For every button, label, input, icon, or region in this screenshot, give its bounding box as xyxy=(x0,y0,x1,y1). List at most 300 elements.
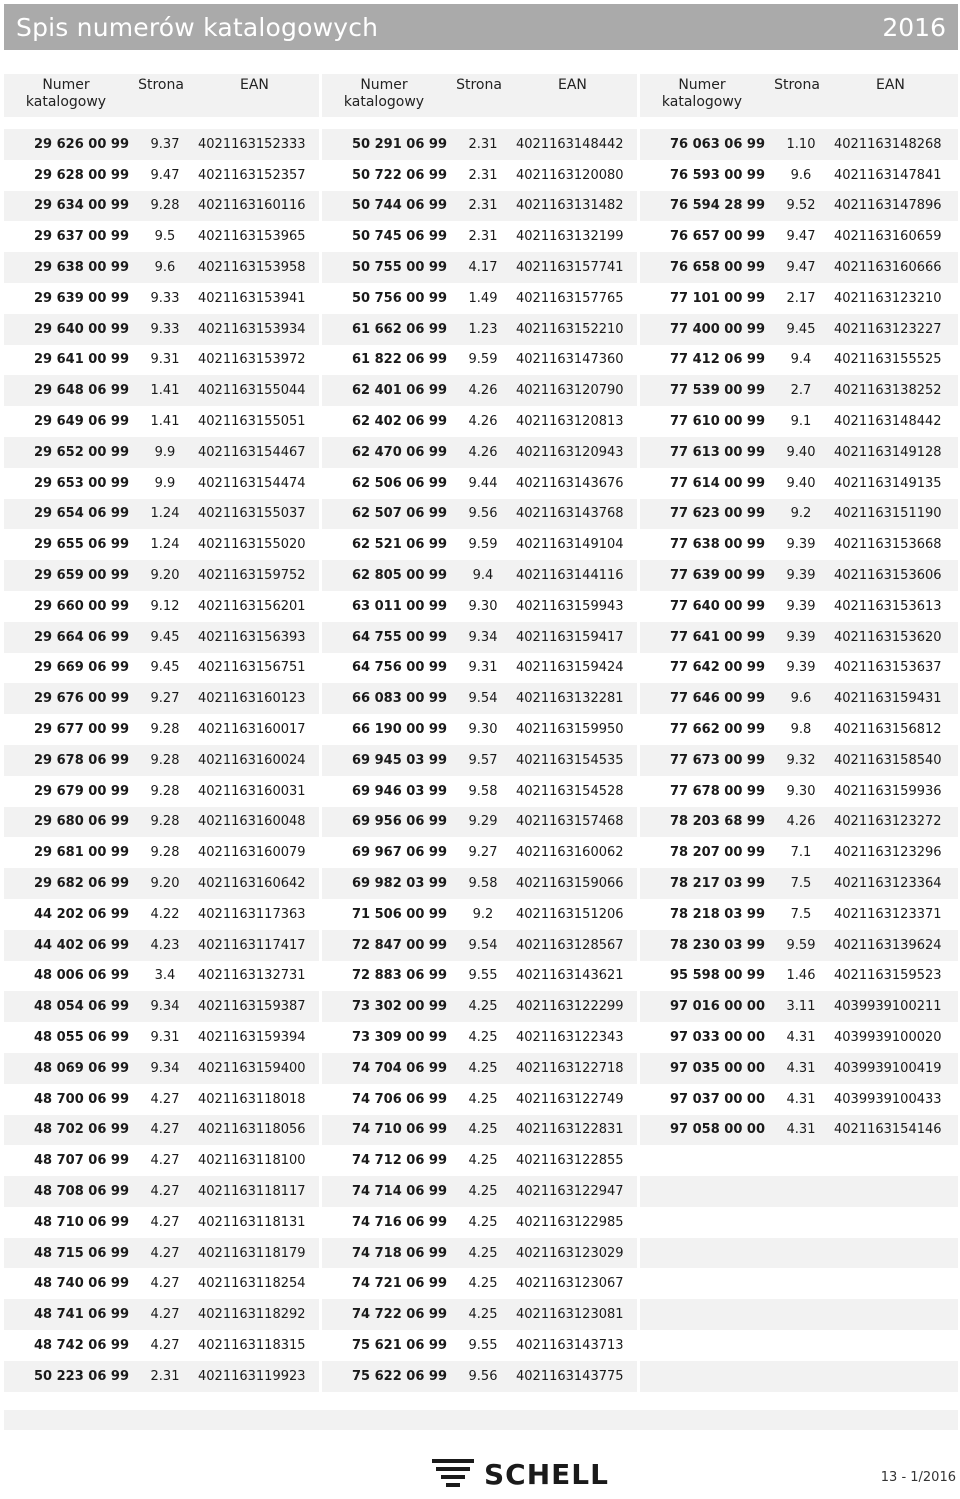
table-row xyxy=(322,560,637,591)
catalog-number: 77 646 00 99 xyxy=(670,691,765,707)
table-row xyxy=(4,930,319,961)
ean-code: 4021163123272 xyxy=(834,814,942,830)
ean-code: 4021163123029 xyxy=(516,1245,624,1261)
ean-code: 4021163149104 xyxy=(516,537,624,553)
ean-code: 4021163160048 xyxy=(198,814,306,830)
page-ref: 4.17 xyxy=(468,260,498,276)
ean-code: 4021163153941 xyxy=(198,290,306,306)
page-ref: 4.27 xyxy=(150,1276,180,1292)
page-ref: 1.10 xyxy=(786,136,816,152)
table-row xyxy=(4,406,319,437)
catalog-number: 62 506 06 99 xyxy=(352,475,447,491)
header-strona: Strona xyxy=(456,77,502,93)
ean-code: 4021163153958 xyxy=(198,260,306,276)
table-row xyxy=(640,560,958,591)
table-row xyxy=(640,961,958,992)
page-ref: 4.27 xyxy=(150,1307,180,1323)
ean-code: 4021163149135 xyxy=(834,475,942,491)
catalog-number: 48 740 06 99 xyxy=(34,1276,129,1292)
page-ref: 4.27 xyxy=(150,1153,180,1169)
catalog-number: 69 945 03 99 xyxy=(352,752,447,768)
catalog-number: 74 712 06 99 xyxy=(352,1153,447,1169)
catalog-number: 77 400 00 99 xyxy=(670,321,765,337)
ean-code: 4021163148268 xyxy=(834,136,942,152)
table-row xyxy=(4,868,319,899)
table-row xyxy=(4,1176,319,1207)
catalog-number: 74 718 06 99 xyxy=(352,1245,447,1261)
ean-code: 4021163122831 xyxy=(516,1122,624,1138)
page-ref: 7.1 xyxy=(790,845,812,861)
catalog-number: 74 704 06 99 xyxy=(352,1060,447,1076)
table-row xyxy=(4,1299,319,1330)
catalog-number: 62 470 06 99 xyxy=(352,444,447,460)
ean-code: 4021163160017 xyxy=(198,722,306,738)
table-row xyxy=(640,468,958,499)
table-row xyxy=(322,991,637,1022)
catalog-number: 77 639 00 99 xyxy=(670,568,765,584)
ean-code: 4021163132199 xyxy=(516,229,624,245)
page-ref: 9.45 xyxy=(786,321,816,337)
page-ref: 9.39 xyxy=(786,537,816,553)
table-row xyxy=(322,437,637,468)
table-row xyxy=(640,437,958,468)
page-ref: 9.1 xyxy=(790,414,812,430)
ean-code: 4021163160666 xyxy=(834,260,942,276)
ean-code: 4021163153613 xyxy=(834,598,942,614)
catalog-number: 74 722 06 99 xyxy=(352,1307,447,1323)
page-ref: 4.25 xyxy=(468,1122,498,1138)
page-ref: 2.31 xyxy=(468,198,498,214)
header-ean: EAN xyxy=(876,77,905,93)
table-row xyxy=(322,745,637,776)
catalog-number: 62 521 06 99 xyxy=(352,537,447,553)
page-ref: 4.25 xyxy=(468,999,498,1015)
catalog-number: 66 083 00 99 xyxy=(352,691,447,707)
catalog-number: 29 638 00 99 xyxy=(34,260,129,276)
catalog-number: 77 610 00 99 xyxy=(670,414,765,430)
table-row xyxy=(640,252,958,283)
ean-code: 4021163120943 xyxy=(516,444,624,460)
ean-code: 4021163123227 xyxy=(834,321,942,337)
table-row xyxy=(4,653,319,684)
page-ref: 9.31 xyxy=(150,1030,180,1045)
ean-code: 4021163155020 xyxy=(198,537,306,553)
ean-code: 4021163122718 xyxy=(516,1060,624,1076)
ean-code: 4021163159387 xyxy=(198,999,306,1015)
table-row xyxy=(4,1053,319,1084)
table-row xyxy=(4,1268,319,1299)
table-row xyxy=(322,1145,637,1176)
catalog-column-2 xyxy=(322,74,640,1390)
catalog-number: 69 946 03 99 xyxy=(352,783,447,799)
catalog-number: 62 402 06 99 xyxy=(352,414,447,430)
catalog-number: 74 706 06 99 xyxy=(352,1091,447,1107)
ean-code: 4021163147896 xyxy=(834,198,942,214)
table-row xyxy=(640,129,958,160)
catalog-number: 66 190 00 99 xyxy=(352,722,447,738)
catalog-number: 29 682 06 99 xyxy=(34,876,129,892)
catalog-number: 48 707 06 99 xyxy=(34,1153,129,1169)
page-ref: 4.25 xyxy=(468,1214,498,1230)
page-ref: 1.23 xyxy=(468,321,498,337)
ean-code: 4021163143676 xyxy=(516,475,624,491)
catalog-number: 29 634 00 99 xyxy=(34,198,129,214)
table-row xyxy=(322,961,637,992)
table-row xyxy=(640,221,958,252)
catalog-number: 77 539 00 99 xyxy=(670,383,765,399)
catalog-number: 62 401 06 99 xyxy=(352,383,447,399)
header-numer: Numer katalogowy xyxy=(661,77,743,110)
catalog-number: 48 710 06 99 xyxy=(34,1214,129,1230)
catalog-number: 62 805 00 99 xyxy=(352,568,447,584)
table-row xyxy=(4,807,319,838)
catalog-number: 78 203 68 99 xyxy=(670,814,765,830)
table-row xyxy=(4,221,319,252)
catalog-number: 29 659 00 99 xyxy=(34,568,129,584)
ean-code: 4021163138252 xyxy=(834,383,942,399)
catalog-number: 48 715 06 99 xyxy=(34,1245,129,1261)
page-ref: 4.25 xyxy=(468,1091,498,1107)
page-ref: 9.6 xyxy=(154,260,176,276)
table-row xyxy=(640,1238,958,1269)
page-ref: 9.45 xyxy=(150,660,180,676)
table-row xyxy=(4,622,319,653)
ean-code: 4021163118056 xyxy=(198,1122,306,1138)
table-row xyxy=(4,961,319,992)
page-ref: 9.47 xyxy=(150,167,180,183)
table-row xyxy=(322,899,637,930)
table-row xyxy=(4,899,319,930)
page-ref: 4.25 xyxy=(468,1245,498,1261)
schell-logo xyxy=(430,1454,609,1494)
page-ref: 9.9 xyxy=(154,475,176,491)
catalog-number: 77 412 06 99 xyxy=(670,352,765,368)
catalog-number: 63 011 00 99 xyxy=(352,598,447,614)
page-ref: 9.58 xyxy=(468,783,498,799)
page-ref: 9.28 xyxy=(150,783,180,799)
table-row xyxy=(4,1361,319,1392)
table-row xyxy=(322,930,637,961)
table-row xyxy=(640,1145,958,1176)
page-ref: 2.31 xyxy=(468,229,498,245)
table-row xyxy=(4,776,319,807)
ean-code: 4021163152333 xyxy=(198,136,306,152)
header-numer: Numer katalogowy xyxy=(343,77,425,110)
catalog-number: 29 626 00 99 xyxy=(34,136,129,152)
catalog-number: 50 745 06 99 xyxy=(352,229,447,245)
page-ref: 4.26 xyxy=(468,444,498,460)
ean-code: 4021163122985 xyxy=(516,1214,624,1230)
ean-code: 4021163154528 xyxy=(516,783,624,799)
catalog-number: 50 744 06 99 xyxy=(352,198,447,214)
page-ref: 9.47 xyxy=(786,229,816,245)
page-ref: 4.31 xyxy=(786,1122,816,1138)
page-ref: 9.39 xyxy=(786,629,816,645)
catalog-number: 44 402 06 99 xyxy=(34,937,129,953)
table-row xyxy=(4,375,319,406)
catalog-number: 69 967 06 99 xyxy=(352,845,447,861)
catalog-number: 29 679 00 99 xyxy=(34,783,129,799)
table-row xyxy=(640,991,958,1022)
table-row xyxy=(322,837,637,868)
ean-code: 4021163123081 xyxy=(516,1307,624,1323)
ean-code: 4021163160123 xyxy=(198,691,306,707)
table-row xyxy=(4,837,319,868)
ean-code: 4039939100433 xyxy=(834,1091,942,1107)
catalog-rows xyxy=(4,129,319,1392)
header-gap xyxy=(322,117,637,129)
page-ref: 9.30 xyxy=(468,598,498,614)
ean-code: 4021163160024 xyxy=(198,752,306,768)
schell-drain-icon xyxy=(430,1456,476,1492)
table-row xyxy=(640,529,958,560)
catalog-number: 29 660 00 99 xyxy=(34,598,129,614)
bottom-band xyxy=(4,1410,958,1430)
table-row xyxy=(4,1145,319,1176)
ean-code: 4021163143621 xyxy=(516,968,624,984)
table-row xyxy=(4,160,319,191)
page-ref: 4.26 xyxy=(468,383,498,399)
page-ref: 9.27 xyxy=(150,691,180,707)
ean-code: 4021163153637 xyxy=(834,660,942,676)
page-ref: 9.20 xyxy=(150,568,180,584)
table-row xyxy=(322,129,637,160)
page-ref: 9.52 xyxy=(786,198,816,214)
page-ref: 9.27 xyxy=(468,845,498,861)
table-row xyxy=(322,1207,637,1238)
ean-code: 4021163160659 xyxy=(834,229,942,245)
table-row xyxy=(640,1330,958,1361)
ean-code: 4021163155037 xyxy=(198,506,306,522)
catalog-number: 50 223 06 99 xyxy=(34,1368,129,1384)
table-row xyxy=(640,622,958,653)
page-ref: 2.31 xyxy=(468,136,498,152)
table-row xyxy=(4,191,319,222)
table-row xyxy=(640,1207,958,1238)
table-row xyxy=(322,160,637,191)
catalog-number: 50 756 00 99 xyxy=(352,290,447,306)
ean-code: 4021163154467 xyxy=(198,444,306,460)
page-ref: 9.28 xyxy=(150,722,180,738)
ean-code: 4039939100211 xyxy=(834,999,942,1015)
table-row xyxy=(4,437,319,468)
catalog-number: 77 623 00 99 xyxy=(670,506,765,522)
ean-code: 4021163123210 xyxy=(834,290,942,306)
ean-code: 4021163159431 xyxy=(834,691,942,707)
catalog-number: 29 628 00 99 xyxy=(34,167,129,183)
table-row xyxy=(640,591,958,622)
catalog-number: 48 702 06 99 xyxy=(34,1122,129,1138)
page-ref: 9.58 xyxy=(468,876,498,892)
catalog-number: 48 054 06 99 xyxy=(34,999,129,1015)
table-row xyxy=(640,868,958,899)
ean-code: 4021163148442 xyxy=(834,414,942,430)
title-bar xyxy=(4,4,958,50)
table-row xyxy=(4,591,319,622)
ean-code: 4021163143713 xyxy=(516,1337,624,1353)
ean-code: 4021163118179 xyxy=(198,1245,306,1261)
table-row xyxy=(322,807,637,838)
table-row xyxy=(640,899,958,930)
ean-code: 4021163122299 xyxy=(516,999,624,1015)
page-ref: 9.45 xyxy=(150,629,180,645)
table-row xyxy=(640,1299,958,1330)
ean-code: 4021163155051 xyxy=(198,414,306,430)
table-row xyxy=(322,1361,637,1392)
ean-code: 4021163159424 xyxy=(516,660,624,676)
ean-code: 4021163157765 xyxy=(516,290,624,306)
catalog-number: 44 202 06 99 xyxy=(34,906,129,922)
page-ref: 9.54 xyxy=(468,937,498,953)
page-ref: 9.44 xyxy=(468,475,498,491)
catalog-number: 29 654 06 99 xyxy=(34,506,129,522)
catalog-column-3 xyxy=(640,74,958,1390)
ean-code: 4021163160116 xyxy=(198,198,306,214)
page-ref: 1.24 xyxy=(150,537,180,553)
catalog-number: 48 055 06 99 xyxy=(34,1030,129,1045)
page-ref: 2.31 xyxy=(468,167,498,183)
ean-code: 4021163143768 xyxy=(516,506,624,522)
page-ref: 4.25 xyxy=(468,1060,498,1076)
catalog-number: 29 648 06 99 xyxy=(34,383,129,399)
ean-code: 4021163159950 xyxy=(516,722,624,738)
table-row xyxy=(322,406,637,437)
catalog-number: 61 822 06 99 xyxy=(352,352,447,368)
page-ref: 9.37 xyxy=(150,136,180,152)
page-ref: 9.39 xyxy=(786,598,816,614)
ean-code: 4021163143775 xyxy=(516,1368,624,1384)
table-row xyxy=(640,499,958,530)
catalog-column-1 xyxy=(4,74,322,1390)
page-ref: 9.57 xyxy=(468,752,498,768)
catalog-number: 97 033 00 00 xyxy=(670,1030,765,1045)
page-ref: 9.34 xyxy=(150,1060,180,1076)
ean-code: 4021163153972 xyxy=(198,352,306,368)
year-label: 2016 xyxy=(882,12,946,42)
table-row xyxy=(4,1238,319,1269)
ean-code: 4021163128567 xyxy=(516,937,624,953)
catalog-number: 97 035 00 00 xyxy=(670,1060,765,1076)
catalog-number: 75 622 06 99 xyxy=(352,1368,447,1384)
page-ref: 9.12 xyxy=(150,598,180,614)
page-ref: 2.17 xyxy=(786,290,816,306)
table-row xyxy=(4,314,319,345)
table-row xyxy=(4,1022,319,1053)
page-ref: 9.28 xyxy=(150,752,180,768)
catalog-number: 74 721 06 99 xyxy=(352,1276,447,1292)
ean-code: 4021163131482 xyxy=(516,198,624,214)
catalog-number: 29 681 00 99 xyxy=(34,845,129,861)
table-row xyxy=(322,252,637,283)
ean-code: 4021163157468 xyxy=(516,814,624,830)
ean-code: 4021163152210 xyxy=(516,321,624,337)
ean-code: 4021163120790 xyxy=(516,383,624,399)
page-ref: 4.25 xyxy=(468,1276,498,1292)
catalog-number: 29 677 00 99 xyxy=(34,722,129,738)
ean-code: 4021163152357 xyxy=(198,167,306,183)
ean-code: 4021163159752 xyxy=(198,568,306,584)
page-ref: 9.47 xyxy=(786,260,816,276)
page-ref: 9.31 xyxy=(150,352,180,368)
page-ref: 4.31 xyxy=(786,1030,816,1045)
table-row xyxy=(4,991,319,1022)
ean-code: 4021163118315 xyxy=(198,1337,306,1353)
catalog-number: 29 678 06 99 xyxy=(34,752,129,768)
table-row xyxy=(322,1115,637,1146)
page-ref: 9.9 xyxy=(154,444,176,460)
table-row xyxy=(4,252,319,283)
catalog-number: 78 218 03 99 xyxy=(670,906,765,922)
ean-code: 4021163156393 xyxy=(198,629,306,645)
ean-code: 4021163153965 xyxy=(198,229,306,245)
page-ref: 9.34 xyxy=(468,629,498,645)
header-gap xyxy=(640,117,958,129)
page-ref: 9.2 xyxy=(790,506,812,522)
page-ref: 9.33 xyxy=(150,321,180,337)
table-row xyxy=(322,868,637,899)
ean-code: 4021163156201 xyxy=(198,598,306,614)
catalog-number: 69 982 03 99 xyxy=(352,876,447,892)
table-row xyxy=(322,1084,637,1115)
ean-code: 4039939100020 xyxy=(834,1030,942,1045)
catalog-number: 77 614 00 99 xyxy=(670,475,765,491)
table-row xyxy=(322,1053,637,1084)
page-ref: 4.27 xyxy=(150,1183,180,1199)
table-row xyxy=(640,1268,958,1299)
page-ref: 3.11 xyxy=(786,999,816,1015)
ean-code: 4021163123067 xyxy=(516,1276,624,1292)
page-ref: 9.59 xyxy=(468,537,498,553)
catalog-columns xyxy=(4,74,958,1390)
ean-code: 4021163151206 xyxy=(516,906,624,922)
page-ref: 9.56 xyxy=(468,506,498,522)
table-row xyxy=(4,1115,319,1146)
ean-code: 4021163118018 xyxy=(198,1091,306,1107)
page-ref: 9.30 xyxy=(468,722,498,738)
column-header xyxy=(4,74,319,117)
table-row xyxy=(640,283,958,314)
table-row xyxy=(322,1268,637,1299)
ean-code: 4021163159936 xyxy=(834,783,942,799)
ean-code: 4021163159400 xyxy=(198,1060,306,1076)
table-row xyxy=(4,283,319,314)
ean-code: 4021163132731 xyxy=(198,968,306,984)
page-ref: 9.32 xyxy=(786,752,816,768)
table-row xyxy=(4,714,319,745)
page-ref: 4.25 xyxy=(468,1030,498,1045)
page-ref: 4.27 xyxy=(150,1214,180,1230)
table-row xyxy=(322,499,637,530)
catalog-number: 78 207 00 99 xyxy=(670,845,765,861)
page-number: 13 - 1/2016 xyxy=(880,1470,956,1485)
table-row xyxy=(322,683,637,714)
table-row xyxy=(640,1115,958,1146)
catalog-number: 48 742 06 99 xyxy=(34,1337,129,1353)
table-row xyxy=(4,1084,319,1115)
catalog-number: 29 639 00 99 xyxy=(34,290,129,306)
column-header xyxy=(640,74,958,117)
catalog-number: 74 710 06 99 xyxy=(352,1122,447,1138)
table-row xyxy=(322,529,637,560)
catalog-number: 62 507 06 99 xyxy=(352,506,447,522)
catalog-number: 48 006 06 99 xyxy=(34,968,129,984)
table-row xyxy=(322,345,637,376)
catalog-number: 29 676 00 99 xyxy=(34,691,129,707)
catalog-number: 64 756 00 99 xyxy=(352,660,447,676)
page-ref: 9.28 xyxy=(150,814,180,830)
catalog-number: 78 230 03 99 xyxy=(670,937,765,953)
page-ref: 9.54 xyxy=(468,691,498,707)
